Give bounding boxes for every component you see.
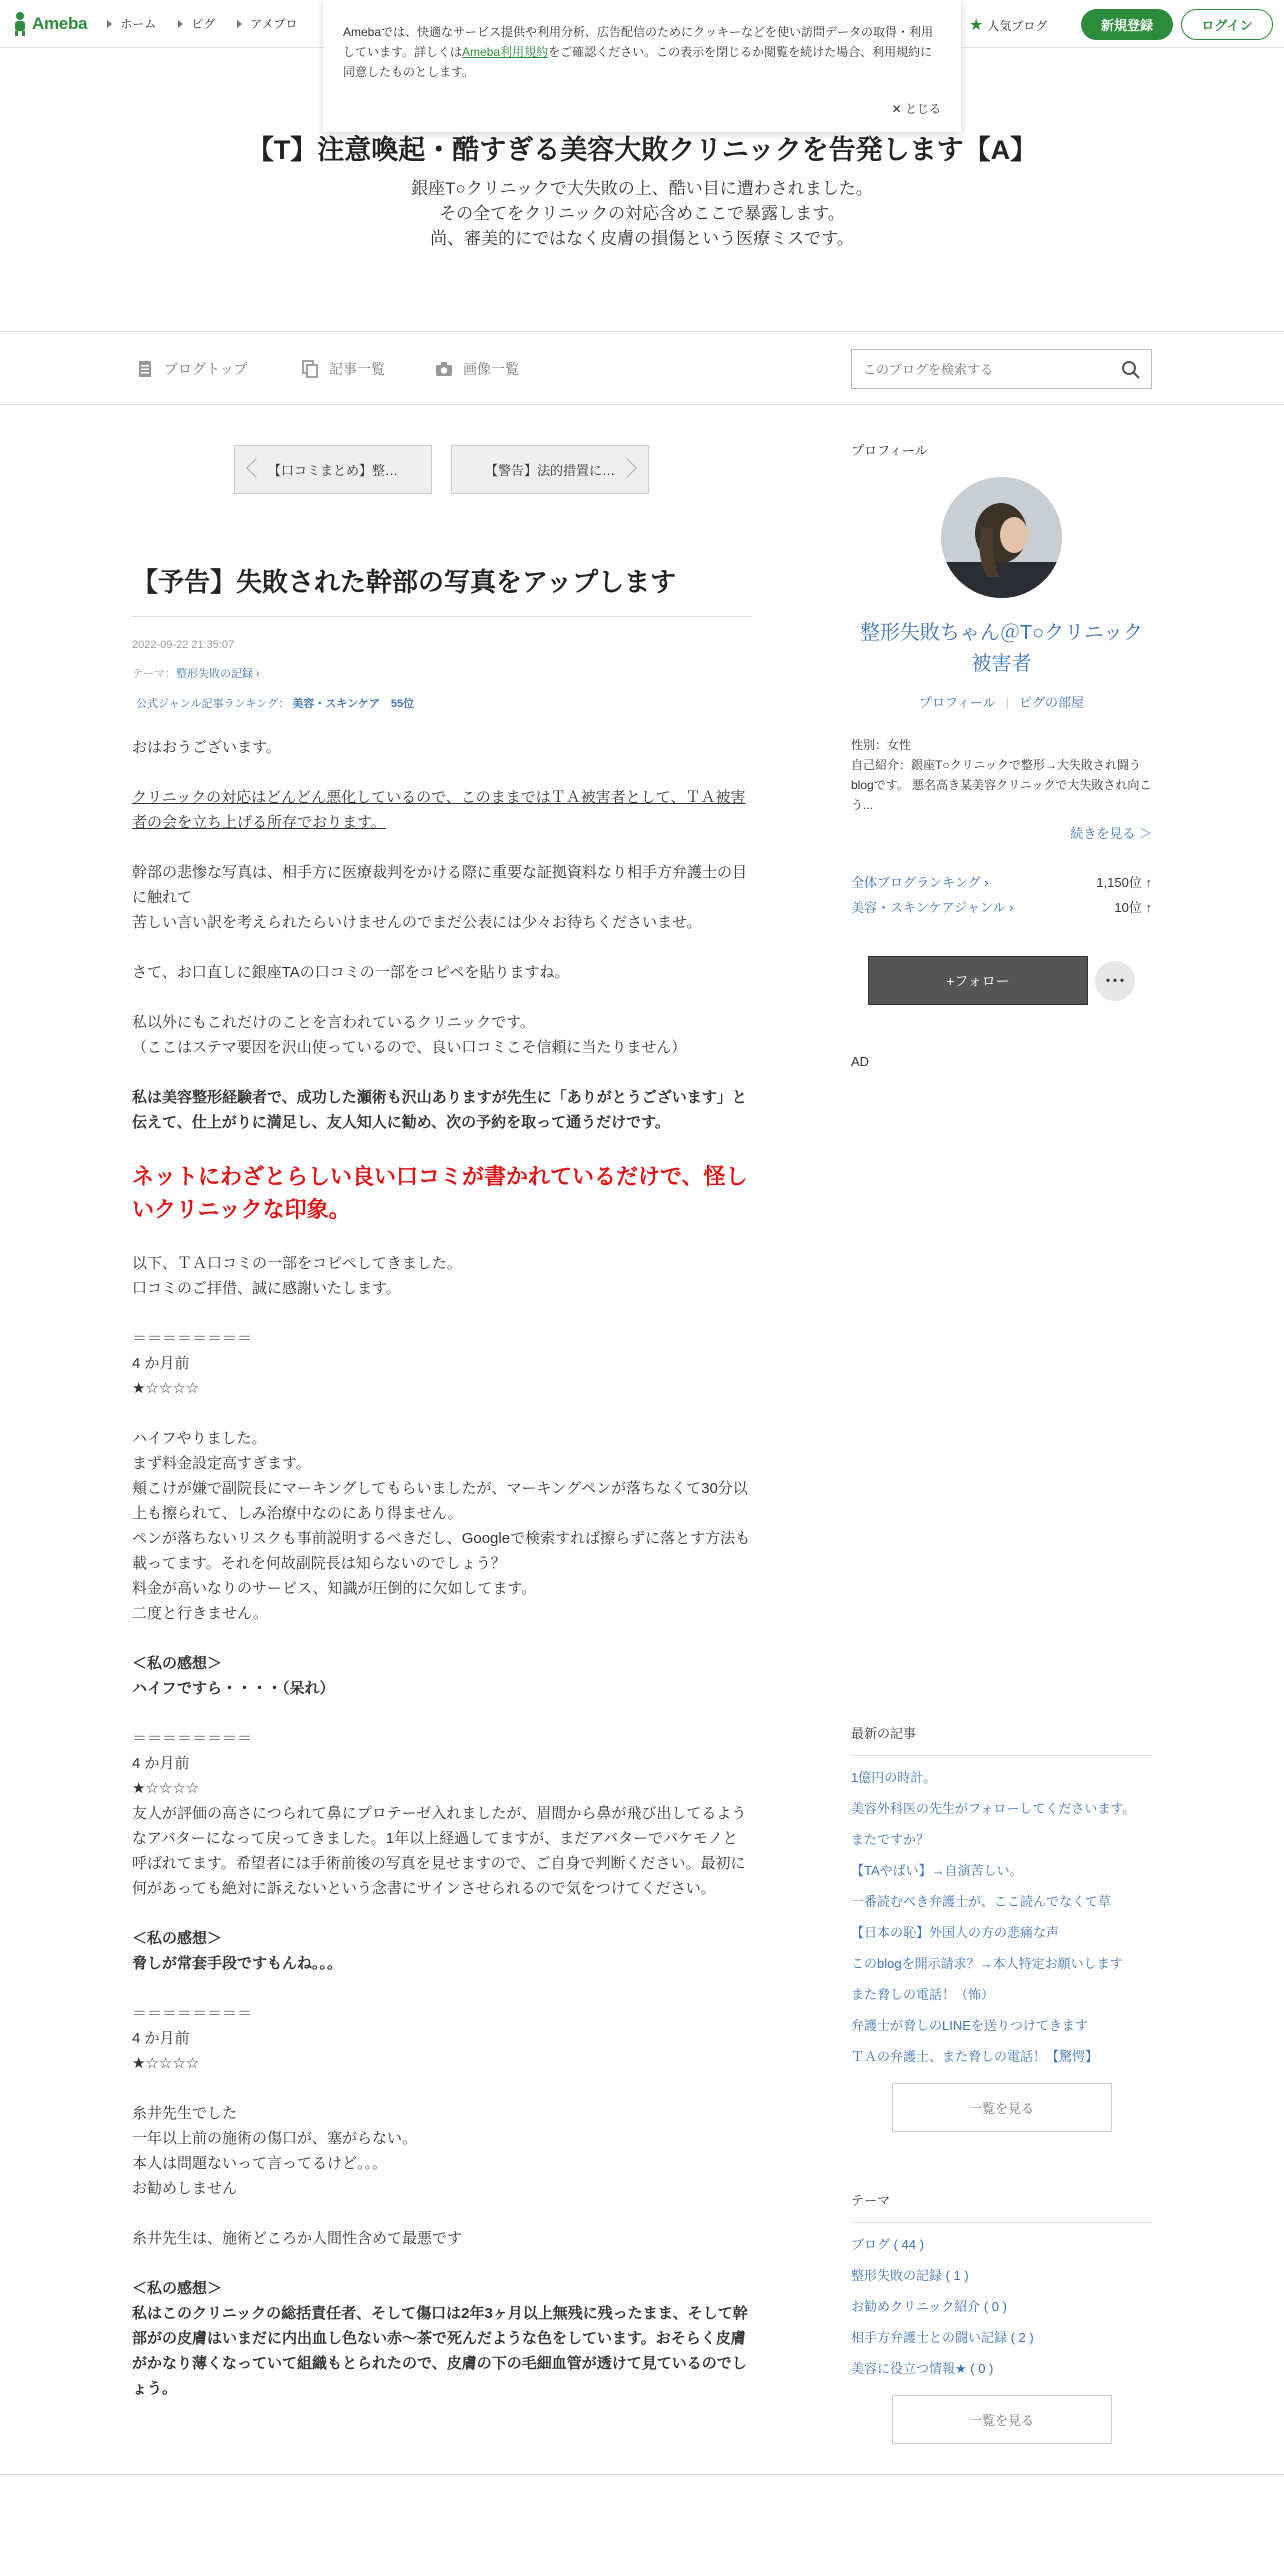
paragraph: ＜私の感想＞: [132, 2280, 223, 2297]
blog-search: [851, 349, 1152, 389]
chevron-left-icon: [246, 458, 266, 478]
paragraph: [132, 1060, 752, 1085]
theme-link[interactable]: ブログ ( 44 ): [851, 2237, 924, 2252]
latest-entry-link[interactable]: 美容外科医の先生がフォローしてくださいます。: [851, 1801, 1136, 1816]
paragraph: ＝＝＝＝＝＝＝＝: [132, 1330, 253, 1347]
paragraph: [132, 760, 752, 785]
paragraph: 私はこのクリニックの総括責任者、そして傷口は2年3ヶ月以上無残に残ったまま、そして幹部がの皮膚はいまだに内出血し色ない赤〜茶で死んだような色をしています。おそらく皮膚がかなり薄くなっていて組織もとられたので、皮膚の下の毛細血管が透けて見ているのでしょう。: [132, 2305, 748, 2397]
paragraph: クリニックの対応はどんどん悪化しているので、このままではＴＡ被害者として、ＴＡ被害者の会を立ち上げる所存でおります。: [132, 789, 746, 831]
avatar-image: [941, 477, 1062, 598]
article-date: 2022-09-22 21:35:07: [132, 639, 235, 651]
paragraph: ★☆☆☆☆: [132, 1780, 200, 1797]
profile-heading: プロフィール: [851, 443, 928, 458]
article-theme: テーマ：整形失敗の記録 ›: [132, 668, 260, 680]
latest-entry-link[interactable]: また脅しの電話！（怖）: [851, 1987, 995, 2002]
blog-nav: [0, 331, 1284, 405]
paragraph: ＜私の感想＞: [132, 1930, 223, 1947]
paragraph: お勧めしません: [132, 2180, 238, 2197]
ad-label: AD: [851, 1054, 870, 1069]
article-body: [132, 735, 752, 2401]
paragraph: [132, 985, 752, 1010]
ameba-logo[interactable]: [12, 0, 87, 48]
paragraph: ★☆☆☆☆: [132, 1380, 200, 1397]
image-list-link[interactable]: 画像一覧: [435, 359, 519, 379]
paragraph: ＝＝＝＝＝＝＝＝: [132, 2005, 253, 2022]
paragraph: 苦しい言い訳を考えられたらいけませんのでまだ公表には少々お待ちくださいませ。: [132, 914, 702, 931]
cookie-close-button[interactable]: ✕ とじる: [891, 102, 941, 116]
latest-entry-link[interactable]: このblogを開示請求？→本人特定お願いします: [851, 1956, 1123, 1971]
global-nav-home[interactable]: ホーム: [107, 15, 156, 32]
paragraph: [132, 1226, 752, 1251]
paragraph: おはおうございます。: [132, 739, 281, 756]
latest-entry-link[interactable]: ＴＡの弁護士、また脅しの電話！【驚愕】: [851, 2049, 1099, 2064]
avatar[interactable]: [941, 477, 1062, 598]
paragraph: 糸井先生でした: [132, 2105, 238, 2122]
theme-link[interactable]: 整形失敗の記録: [176, 668, 253, 680]
paragraph: 私以外にもこれだけのことを言われているクリニックです。: [132, 1014, 535, 1031]
arrow-icon: [237, 20, 242, 28]
paragraph: ★☆☆☆☆: [132, 2055, 200, 2072]
read-more-link[interactable]: 続きを見る ＞: [1070, 826, 1152, 841]
arrow-icon: [178, 20, 183, 28]
paragraph: [132, 2201, 752, 2226]
paragraph: まず料金設定高すぎます。: [132, 1455, 311, 1472]
paragraph: ＝＝＝＝＝＝＝＝: [132, 1730, 253, 1747]
paragraph: [132, 1626, 752, 1651]
paragraph: ＜私の感想＞: [132, 1655, 223, 1672]
theme-link[interactable]: 相手方弁護士との闘い記録 ( 2 ): [851, 2330, 1034, 2345]
logo-text: Ameba: [32, 13, 88, 33]
footer-divider: [0, 2474, 1284, 2475]
genre-ranking-link[interactable]: 美容・スキンケアジャンル ›: [851, 900, 1014, 915]
theme-link[interactable]: 整形失敗の記録 ( 1 ): [851, 2268, 969, 2283]
paragraph: 一年以上前の施術の傷口が、塞がらない。: [132, 2130, 418, 2147]
paragraph: 料金が高いなりのサービス、知識が圧倒的に欠如してます。: [132, 1580, 537, 1597]
cookie-text-2: をご確認ください。この表示を閉じるか閲覧を続けた場合、利用規約に同意したものとします。: [343, 45, 933, 79]
paragraph: [132, 2251, 752, 2276]
next-entry-button[interactable]: 【警告】法的措置に…: [451, 445, 649, 494]
latest-entry-link[interactable]: 【TAやばい】→自演苦しい。: [851, 1863, 1023, 1878]
paragraph: 私は美容整形経験者で、成功した瀬術も沢山ありますが先生に「ありがとうございます」と伝えて、仕上がりに満足し、友人知人に勧め、次の予約を取って通うだけです。: [132, 1089, 747, 1131]
paragraph: 4 か月前: [132, 1355, 190, 1372]
paragraph: 以下、ＴＡ口コミの一部をコピペしてきました。: [132, 1255, 462, 1272]
themes: [851, 2190, 1152, 2444]
latest-more-button[interactable]: 一覧を見る: [892, 2083, 1112, 2132]
paragraph: 幹部の悲惨な写真は、相手方に医療裁判をかける際に重要な証拠資料なり相手方弁護士の目に触れて: [132, 864, 748, 906]
sidebar: [851, 440, 1152, 989]
login-button[interactable]: ログイン: [1181, 9, 1273, 40]
follow-button[interactable]: +フォロー: [868, 956, 1088, 1005]
blog-description: 銀座T○クリニックで大失敗の上、酷い目に遭わされました。 その全てをクリニックの対応含めここで暴露します。 尚、審美的にではなく皮膚の損傷という医療ミスです。: [411, 179, 873, 248]
entry-list-link[interactable]: 記事一覧: [301, 359, 385, 379]
article: [132, 560, 752, 2401]
profile-links: プロフィール | ピグの部屋: [918, 695, 1085, 710]
theme-link[interactable]: お勧めクリニック紹介 ( 0 ): [851, 2299, 1007, 2314]
ranking-block: [851, 872, 1152, 916]
blog-top-link[interactable]: ブログトップ: [136, 359, 248, 379]
paragraph: 糸井先生は、施術どころか人間性含めて最悪です: [132, 2230, 463, 2247]
search-icon[interactable]: [1121, 360, 1141, 380]
paragraph: [132, 1901, 752, 1926]
paragraph: [132, 835, 752, 860]
genre-link[interactable]: 美容・スキンケア 55位: [292, 698, 415, 710]
paragraph: ハイフですら・・・・（呆れ）: [132, 1680, 335, 1697]
profile-info: 性別：女性 自己紹介：銀座T○クリニックで整形→大失敗され闘うblogです。 悪名高き某美容クリニックで大失敗され向こう...: [851, 738, 1152, 812]
themes-heading: テーマ: [851, 2190, 1152, 2223]
overall-ranking-link[interactable]: 全体ブログランキング ›: [851, 875, 989, 890]
theme-list: [851, 2235, 1152, 2378]
latest-entries: [851, 1723, 1152, 2132]
paragraph: 頬こけが嫌で副院長にマーキングしてもらいましたが、マーキングペンが落ちなくて30分以上も擦られて、しみ治療中なのにあり得ません。: [132, 1480, 748, 1522]
ameba-mascot-icon: [12, 11, 28, 37]
document-icon: [136, 360, 154, 378]
latest-entry-link[interactable]: 一番読むべき弁護士が、ここ読んでなくて草: [851, 1894, 1112, 1909]
signup-button[interactable]: 新規登録: [1081, 9, 1173, 40]
paragraph: [132, 1976, 752, 2001]
close-icon: ✕: [891, 102, 905, 116]
paragraph: [132, 1401, 752, 1426]
rank-row: 全体ブログランキング › 1,150位 ↑: [851, 872, 1152, 891]
profile-name[interactable]: 整形失敗ちゃん＠T○クリニック被害者: [859, 622, 1144, 675]
genre-ranking: 公式ジャンル記事ランキング： 美容・スキンケア 55位: [136, 698, 415, 710]
copy-icon: [301, 360, 319, 378]
pigg-room-link[interactable]: ピグの部屋: [1019, 695, 1085, 710]
more-options-button[interactable]: ･･･: [1095, 961, 1135, 1001]
latest-entry-link[interactable]: 1億円の時計。: [851, 1770, 937, 1785]
article-title[interactable]: 【予告】失敗された幹部の写真をアップします: [132, 560, 752, 617]
paragraph: ハイフやりました。: [132, 1430, 267, 1447]
paragraph: [132, 1301, 752, 1326]
paragraph: [132, 1701, 752, 1726]
paragraph: 友人が評価の高さにつられて鼻にプロテーゼ入れましたが、眉間から鼻が飛び出してるようなアバターになって戻ってきました。1年以上経過してますが、まだアバターでバケモノと呼ばれてます。希望者には手術前後の写真を見せますので、ご自身で判断ください。最初に何があっても絶対に訴えないという念書にサインさせられるので気をつけてください。: [132, 1805, 747, 1897]
profile-link[interactable]: プロフィール: [918, 695, 996, 710]
paragraph: 4 か月前: [132, 2030, 190, 2047]
global-nav: [107, 15, 319, 32]
star-icon: ★: [969, 17, 984, 34]
paragraph: [132, 2076, 752, 2101]
cookie-text: Amebaでは、快適なサービス提供や利用分析、広告配信のためにクッキーなどを使い訪問データの取得・利用しています。詳しくは: [343, 25, 934, 59]
paragraph: ネットにわざとらしい良い口コミが書かれているだけで、怪しいクリニックな印象。: [132, 1164, 748, 1222]
prev-entry-button[interactable]: 【口コミまとめ】整…: [234, 445, 432, 494]
paragraph: 本人は問題ないって言ってるけど。。。: [132, 2155, 388, 2172]
global-nav-pigg[interactable]: ピグ: [178, 15, 215, 32]
arrow-icon: [107, 20, 112, 28]
paragraph: ペンが落ちないリスクも事前説明するべきだし、Googleで検索すれば擦らずに落とす方法も載ってます。それを何故副院長は知らないのでしょう？: [132, 1530, 751, 1572]
blog-title[interactable]: 【T】注意喚起・酷すぎる美容大敗クリニックを告発します【A】: [246, 135, 1038, 165]
paragraph: さて、お口直しに銀座TAの口コミの一部をコピペを貼りますね。: [132, 964, 570, 981]
search-input[interactable]: [863, 362, 1103, 377]
themes-more-button[interactable]: 一覧を見る: [892, 2395, 1112, 2444]
popular-blog-link[interactable]: ★ 人気ブログ: [969, 17, 1048, 34]
latest-list: [851, 1768, 1152, 2066]
paragraph: [132, 935, 752, 960]
paragraph: [132, 1135, 752, 1160]
cookie-consent-banner: [323, 0, 961, 132]
terms-link[interactable]: Ameba利用規約: [462, 45, 549, 59]
theme-link[interactable]: 美容に役立つ情報★ ( 0 ): [851, 2361, 994, 2376]
latest-entry-link[interactable]: 【日本の恥】外国人の方の悲痛な声: [851, 1925, 1060, 1940]
paragraph: 二度と行きません。: [132, 1605, 268, 1622]
global-nav-ameblo[interactable]: アメブロ: [237, 15, 297, 32]
latest-entry-link[interactable]: またですか？: [851, 1832, 930, 1847]
paragraph: 脅しが常套手段ですもんね。。。: [132, 1955, 343, 1972]
rank-row: 美容・スキンケアジャンル › 10位 ↑: [851, 897, 1152, 916]
paragraph: 4 か月前: [132, 1755, 190, 1772]
latest-entry-link[interactable]: 弁護士が脅しのLINEを送りつけてきます: [851, 2018, 1088, 2033]
chevron-right-icon: [617, 458, 637, 478]
paragraph: 口コミのご拝借、誠に感謝いたします。: [132, 1280, 401, 1297]
latest-heading: 最新の記事: [851, 1723, 1152, 1756]
camera-icon: [435, 360, 453, 378]
paragraph: （ここはステマ要因を沢山使っているので、良い口コミこそ信頼に当たりません）: [132, 1039, 687, 1056]
